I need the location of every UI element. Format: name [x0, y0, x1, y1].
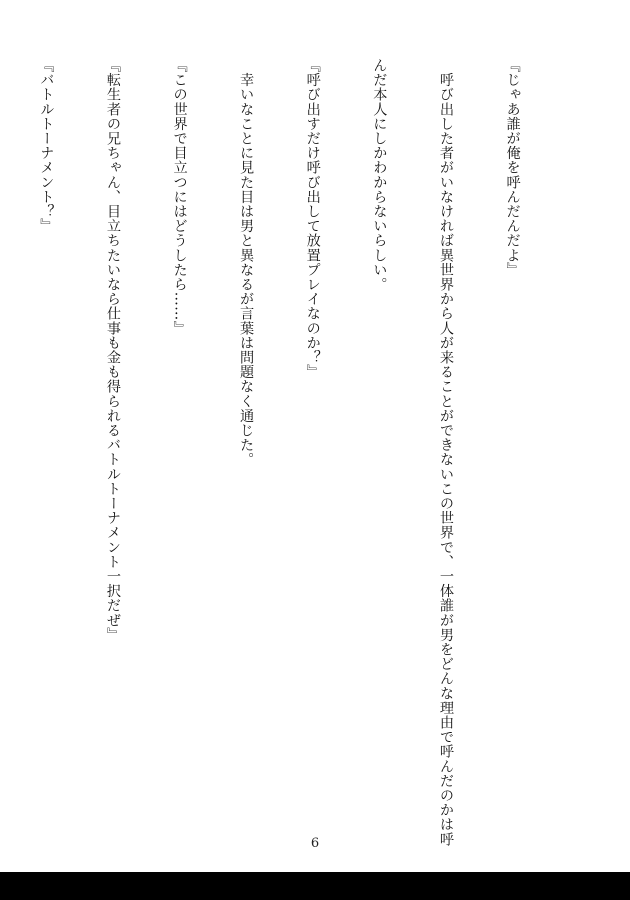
- bottom-black-bar: [0, 872, 630, 900]
- vertical-text-body: [38, 58, 568, 847]
- text-line: 幸いなことに見た目は男と異なるが言葉は問題なく通じた。: [238, 58, 255, 467]
- text-line: 呼び出した者がいなければ異世界から人が来ることができないこの世界で、一体誰が男をどんな理由で呼んだのかは呼: [437, 58, 454, 847]
- text-line: 『バトルトーナメント？』: [38, 58, 55, 234]
- text-line: 『じゃあ誰が俺を呼んだんだよ』: [504, 58, 521, 277]
- text-line: 『転生者の兄ちゃん、目立ちたいなら仕事も金も得られるバトルトーナメント一択だぜ』: [104, 58, 121, 642]
- text-line: 『呼び出すだけ呼び出して放置プレイなのか？』: [304, 58, 321, 380]
- text-line: 『この世界で目立つにはどうしたら……』: [171, 58, 188, 336]
- page-number: 6: [310, 836, 320, 851]
- text-line: んだ本人にしかわからないらしい。: [371, 58, 388, 292]
